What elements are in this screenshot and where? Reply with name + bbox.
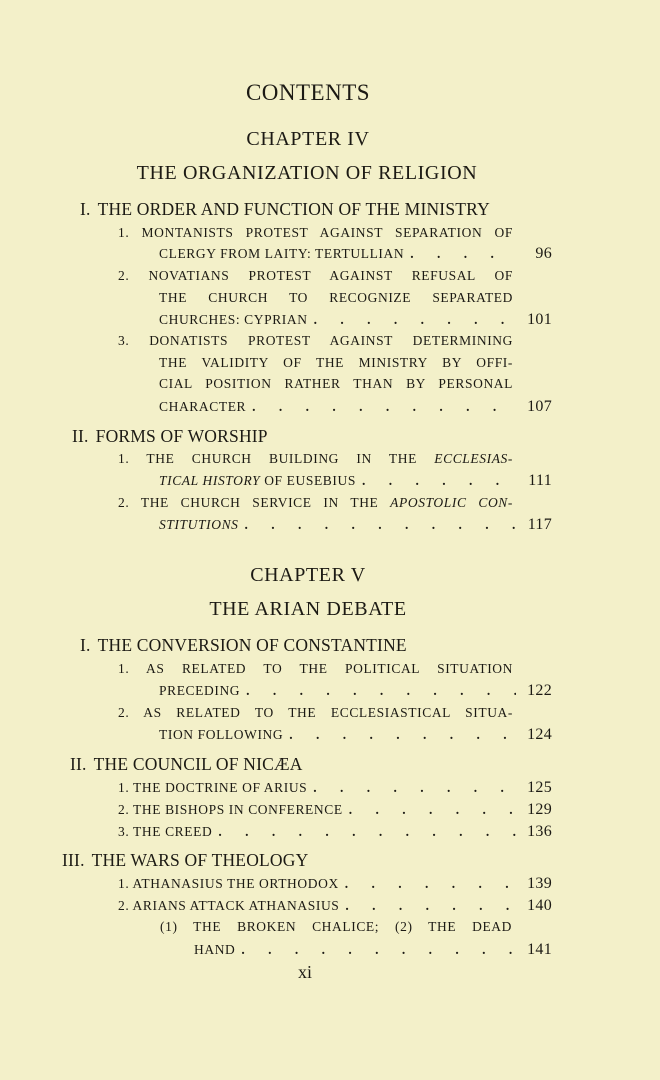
ch4-s2-entry-1-line-1: 1. THE CHURCH BUILDING IN THE ECCLESIAS- <box>118 451 513 466</box>
ch4-s2-entry-2-line-2: STITUTIONS . . . 117 <box>159 516 552 534</box>
ch4-s1-entry-2-line-3: CHURCHES: CYPRIAN . . . 101 <box>159 311 552 329</box>
ch4-s2-entry-2-line-1: 2. THE CHURCH SERVICE IN THE APOSTOLIC CON- <box>118 495 513 510</box>
ch5-s1-entry-1-line-2: PRECEDING . . . 122 <box>159 682 552 700</box>
leader-dots <box>362 473 516 489</box>
ch4-s2-entry-1-line-2: TICAL HISTORY OF EUSEBIUS . . . 111 <box>159 472 552 490</box>
page-number: 141 <box>527 941 552 958</box>
leader-dots <box>252 399 516 415</box>
page-number: 140 <box>527 897 552 914</box>
page-number: 111 <box>528 472 552 489</box>
page-number: 117 <box>527 516 552 533</box>
ch4-s1-entry-3-line-4: CHARACTER . . . 107 <box>159 398 552 416</box>
page-number: 139 <box>527 875 552 892</box>
leader-dots <box>245 517 516 533</box>
chapter-4-title: THE ORGANIZATION OF RELIGION <box>136 162 478 184</box>
page-number: 96 <box>535 245 552 262</box>
ch4-s1-entry-3-line-2: THE VALIDITY OF THE MINISTRY BY OFFI- <box>159 355 513 370</box>
ch4-s1-entry-3-line-3: CIAL POSITION RATHER THAN BY PERSONAL <box>159 376 513 391</box>
leader-dots <box>218 824 516 840</box>
leader-dots <box>345 876 516 892</box>
ch4-s1-entry-2-line-1: 2. NOVATIANS PROTEST AGAINST REFUSAL OF <box>118 268 513 283</box>
ch5-section-3-heading: III. THE WARS OF THEOLOGY <box>62 850 309 870</box>
ch5-s2-entry-1: 1. THE DOCTRINE OF ARIUS . . . 125 <box>118 779 552 797</box>
ch4-s1-entry-1-line-1: 1. MONTANISTS PROTEST AGAINST SEPARATION OF <box>118 225 513 240</box>
leader-dots <box>314 312 516 328</box>
contents-heading: CONTENTS <box>245 80 371 105</box>
leader-dots <box>241 942 516 958</box>
page-number: 107 <box>527 398 552 415</box>
page-number: 129 <box>527 801 552 818</box>
page-number: 122 <box>527 682 552 699</box>
ch4-s1-entry-2-line-2: THE CHURCH TO RECOGNIZE SEPARATED <box>159 290 513 305</box>
chapter-5-label: CHAPTER V <box>250 564 366 586</box>
ch5-s2-entry-3: 3. THE CREED . . . 136 <box>118 823 552 841</box>
ch5-s2-entry-2: 2. THE BISHOPS IN CONFERENCE . . . 129 <box>118 801 552 819</box>
chapter-5-title: THE ARIAN DEBATE <box>209 598 407 620</box>
ch5-s1-entry-1-line-1: 1. AS RELATED TO THE POLITICAL SITUATION <box>118 661 513 676</box>
folio-page-number: xi <box>297 962 312 982</box>
ch5-s3-entry-2: 2. ARIANS ATTACK ATHANASIUS . . . 140 <box>118 897 552 915</box>
ch5-s1-entry-2-line-2: TION FOLLOWING . . . 124 <box>159 726 552 744</box>
ch5-section-1-heading: I. THE CONVERSION OF CONSTANTINE <box>80 635 407 655</box>
ch5-section-2-heading: II. THE COUNCIL OF NICÆA <box>70 754 303 774</box>
ch5-s3-entry-1: 1. ATHANASIUS THE ORTHODOX . . . 139 <box>118 875 552 893</box>
ch4-section-1-heading: I. THE ORDER AND FUNCTION OF THE MINISTRY <box>80 199 490 219</box>
ch5-s3-sub-line-1: (1) THE BROKEN CHALICE; (2) THE DEAD <box>160 919 512 934</box>
leader-dots <box>246 683 516 699</box>
page-number: 125 <box>527 779 552 796</box>
ch4-s1-entry-3-line-1: 3. DONATISTS PROTEST AGAINST DETERMINING <box>118 333 513 348</box>
page-number: 124 <box>527 726 552 743</box>
leader-dots <box>349 802 516 818</box>
ch5-s3-sub-line-2: HAND . . . 141 <box>194 941 552 959</box>
ch5-s1-entry-2-line-1: 2. AS RELATED TO THE ECCLESIASTICAL SITUA- <box>118 705 513 720</box>
ch4-s1-entry-1-line-2: CLERGY FROM LAITY: TERTULLIAN . . . 96 <box>159 245 552 263</box>
page-number: 101 <box>527 311 552 328</box>
chapter-4-label: CHAPTER IV <box>246 128 370 150</box>
leader-dots <box>345 898 516 914</box>
leader-dots <box>313 780 516 796</box>
leader-dots <box>410 246 516 262</box>
leader-dots <box>289 727 516 743</box>
ch4-section-2-heading: II. FORMS OF WORSHIP <box>72 426 268 446</box>
page-number: 136 <box>527 823 552 840</box>
